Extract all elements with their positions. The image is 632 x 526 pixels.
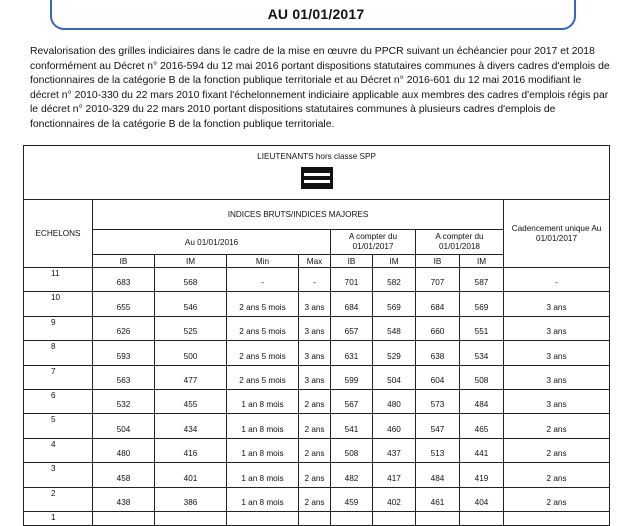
im-2016-cell: 500 <box>155 341 227 365</box>
cadencement-cell: 2 ans <box>504 438 610 462</box>
ib-2016-cell: 683 <box>93 268 155 292</box>
sub-ib-2016: IB <box>93 255 155 268</box>
echelon-cell: 10 <box>24 292 93 316</box>
cadencement-cell: - <box>504 268 610 292</box>
min-duration-cell: 1 an 8 mois <box>227 389 299 413</box>
im-2016-cell: 525 <box>155 316 227 340</box>
ib-2016-cell: 563 <box>93 365 155 389</box>
equal-icon <box>301 167 333 189</box>
table-row <box>24 341 610 365</box>
table-row <box>24 463 610 487</box>
max-duration-cell: 2 ans <box>299 463 331 487</box>
table-row <box>24 389 610 413</box>
table-row <box>24 365 610 389</box>
ib-2018-cell: 638 <box>416 341 460 365</box>
cadencement-cell: 3 ans <box>504 316 610 340</box>
cadencement-cell: 3 ans <box>504 292 610 316</box>
ib-2016-cell: 480 <box>93 438 155 462</box>
ib-2018-cell: 573 <box>416 389 460 413</box>
ib-2018-cell: 484 <box>416 463 460 487</box>
im-2017-cell: 582 <box>373 268 416 292</box>
im-2016-cell: 568 <box>155 268 227 292</box>
max-duration-cell: 2 ans <box>299 438 331 462</box>
cadencement-cell: 2 ans <box>504 463 610 487</box>
indices-table <box>23 145 610 526</box>
min-duration-cell: 2 ans 5 mois <box>227 316 299 340</box>
max-duration-cell: - <box>299 268 331 292</box>
ib-2018-cell: 513 <box>416 438 460 462</box>
im-2017-cell: 548 <box>373 316 416 340</box>
table-row <box>24 316 610 340</box>
im-2018-cell: 441 <box>460 438 504 462</box>
period-2017-header: A compter du 01/01/2017 <box>331 230 416 255</box>
cadencement-cell <box>504 511 610 525</box>
max-duration-cell: 2 ans <box>299 487 331 511</box>
im-2016-cell: 434 <box>155 414 227 438</box>
im-2016-cell: 546 <box>155 292 227 316</box>
im-2018-cell: 419 <box>460 463 504 487</box>
echelon-cell: 4 <box>24 438 93 462</box>
im-2018-cell: 484 <box>460 389 504 413</box>
im-2018-cell: 569 <box>460 292 504 316</box>
period-2016-header: Au 01/01/2016 <box>93 230 331 255</box>
min-duration-cell: 1 an 8 mois <box>227 438 299 462</box>
max-duration-cell: 3 ans <box>299 365 331 389</box>
min-duration-cell: 2 ans 5 mois <box>227 292 299 316</box>
cadencement-cell: 2 ans <box>504 487 610 511</box>
ib-2017-cell: 567 <box>331 389 373 413</box>
ib-2017-cell: 684 <box>331 292 373 316</box>
echelon-cell: 8 <box>24 341 93 365</box>
max-duration-cell: 3 ans <box>299 292 331 316</box>
ib-2018-cell: 707 <box>416 268 460 292</box>
im-2018-cell: 534 <box>460 341 504 365</box>
max-duration-cell: 2 ans <box>299 414 331 438</box>
max-duration-cell: 3 ans <box>299 341 331 365</box>
min-duration-cell: 1 an 8 mois <box>227 487 299 511</box>
ib-2016-cell <box>93 511 155 525</box>
im-2016-cell <box>155 511 227 525</box>
min-duration-cell: 2 ans 5 mois <box>227 365 299 389</box>
ib-2017-cell: 508 <box>331 438 373 462</box>
table-row <box>24 438 610 462</box>
echelon-cell: 2 <box>24 487 93 511</box>
sub-ib-2017: IB <box>331 255 373 268</box>
ib-2018-cell: 684 <box>416 292 460 316</box>
ib-2016-cell: 438 <box>93 487 155 511</box>
echelon-cell: 5 <box>24 414 93 438</box>
echelons-header: ECHELONS <box>24 200 93 268</box>
indices-header: INDICES BRUTS/INDICES MAJORES <box>93 200 504 230</box>
table-row <box>24 487 610 511</box>
echelon-cell: 11 <box>24 268 93 292</box>
min-duration-cell <box>227 511 299 525</box>
echelon-cell: 1 <box>24 511 93 525</box>
ib-2017-cell <box>331 511 373 525</box>
im-2017-cell: 402 <box>373 487 416 511</box>
ib-2016-cell: 655 <box>93 292 155 316</box>
ib-2017-cell: 459 <box>331 487 373 511</box>
ib-2017-cell: 631 <box>331 341 373 365</box>
ib-2016-cell: 458 <box>93 463 155 487</box>
table-row <box>24 511 610 525</box>
im-2018-cell: 404 <box>460 487 504 511</box>
im-2017-cell: 529 <box>373 341 416 365</box>
sub-min: Min <box>227 255 299 268</box>
sub-im-2016: IM <box>155 255 227 268</box>
im-2016-cell: 386 <box>155 487 227 511</box>
min-duration-cell: 1 an 8 mois <box>227 414 299 438</box>
ib-2018-cell: 547 <box>416 414 460 438</box>
im-2016-cell: 416 <box>155 438 227 462</box>
im-2017-cell: 460 <box>373 414 416 438</box>
ib-2016-cell: 532 <box>93 389 155 413</box>
echelon-cell: 6 <box>24 389 93 413</box>
im-2016-cell: 455 <box>155 389 227 413</box>
im-2017-cell: 437 <box>373 438 416 462</box>
cadencement-cell: 3 ans <box>504 389 610 413</box>
echelon-cell: 7 <box>24 365 93 389</box>
cadencement-cell: 3 ans <box>504 341 610 365</box>
im-2017-cell: 480 <box>373 389 416 413</box>
im-2018-cell: 587 <box>460 268 504 292</box>
im-2017-cell: 504 <box>373 365 416 389</box>
min-duration-cell: - <box>227 268 299 292</box>
ib-2018-cell <box>416 511 460 525</box>
period-2018-header: A compter du 01/01/2018 <box>416 230 504 255</box>
im-2018-cell: 465 <box>460 414 504 438</box>
grade-label: LIEUTENANTS hors classe SPP <box>257 152 376 161</box>
grade-header <box>24 146 610 200</box>
ib-2017-cell: 482 <box>331 463 373 487</box>
im-2018-cell: 508 <box>460 365 504 389</box>
sub-im-2018: IM <box>460 255 504 268</box>
im-2017-cell <box>373 511 416 525</box>
ib-2016-cell: 504 <box>93 414 155 438</box>
cadencement-cell: 3 ans <box>504 365 610 389</box>
sub-im-2017: IM <box>373 255 416 268</box>
cadencement-cell: 2 ans <box>504 414 610 438</box>
max-duration-cell: 3 ans <box>299 316 331 340</box>
table-row <box>24 292 610 316</box>
max-duration-cell <box>299 511 331 525</box>
cadencement-header: Cadencement unique Au 01/01/2017 <box>504 200 610 268</box>
sub-max: Max <box>299 255 331 268</box>
ib-2016-cell: 593 <box>93 341 155 365</box>
ib-2017-cell: 701 <box>331 268 373 292</box>
table-row <box>24 268 610 292</box>
min-duration-cell: 2 ans 5 mois <box>227 341 299 365</box>
ib-2018-cell: 604 <box>416 365 460 389</box>
im-2017-cell: 569 <box>373 292 416 316</box>
page-title: AU 01/01/2017 <box>267 6 365 22</box>
echelon-cell: 9 <box>24 316 93 340</box>
im-2018-cell: 551 <box>460 316 504 340</box>
ib-2018-cell: 660 <box>416 316 460 340</box>
table-row <box>24 414 610 438</box>
echelon-cell: 3 <box>24 463 93 487</box>
im-2018-cell <box>460 511 504 525</box>
sub-ib-2018: IB <box>416 255 460 268</box>
ib-2017-cell: 657 <box>331 316 373 340</box>
min-duration-cell: 1 an 8 mois <box>227 463 299 487</box>
im-2017-cell: 417 <box>373 463 416 487</box>
ib-2018-cell: 461 <box>416 487 460 511</box>
ib-2016-cell: 626 <box>93 316 155 340</box>
intro-paragraph: Revalorisation des grilles indiciaires dans le cadre de la mise en œuvre du PPCR suivant un échéancier pour 2017 et 2018 conformément au Décret n° 2016-594 du 12 mai 2016 portant dispositions statutaires communes à divers cadres d'emplois de fonctionnaires de la catégorie B de la fonction publique territoriale et au Décret n° 2016-601 du 12 mai 2016 modifiant le décret n° 2010-330 du 22 mars 2010 fixant l'échelonnement indiciaire applicable aux membres des cadres d'emplois régis par le décret n° 2010-329 du 22 mars 2010 portant dispositions statutaires communes à plusieurs cadres d'emplois de fonctionnaires de la catégorie B de la fonction publique territoriale. <box>30 46 610 130</box>
im-2016-cell: 477 <box>155 365 227 389</box>
im-2016-cell: 401 <box>155 463 227 487</box>
ib-2017-cell: 541 <box>331 414 373 438</box>
ib-2017-cell: 599 <box>331 365 373 389</box>
max-duration-cell: 2 ans <box>299 389 331 413</box>
